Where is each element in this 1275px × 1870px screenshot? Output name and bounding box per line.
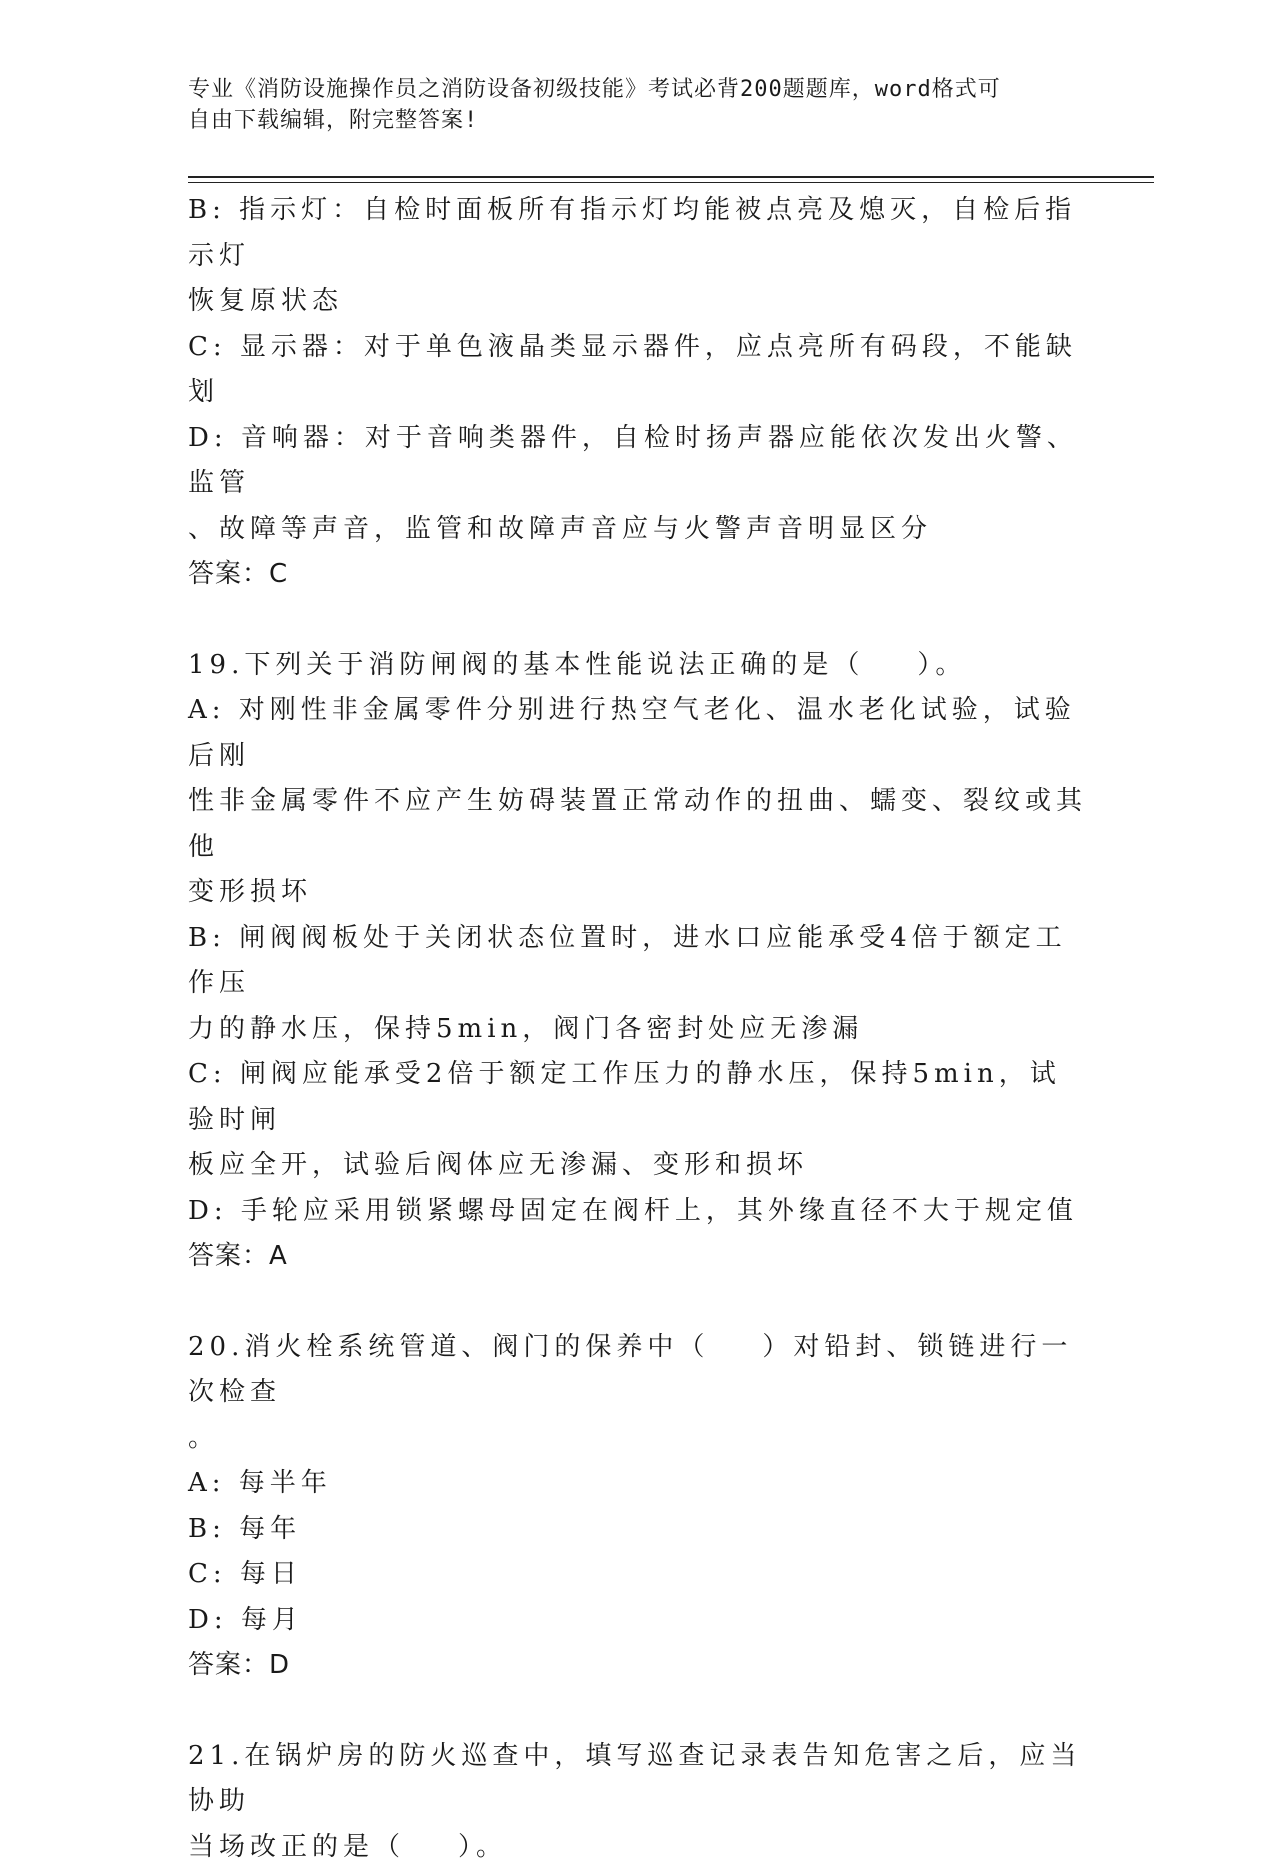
q19-option-a-line-2: 性非金属零件不应产生妨碍装置正常动作的扭曲、蠕变、裂纹或其他 [188,779,1088,870]
q20-stem-line-2: 。 [188,1416,1088,1462]
header-divider-bottom [188,182,1154,183]
q20-option-b: B: 每年 [188,1507,1088,1553]
q19-option-c-line-1: C: 闸阀应能承受2倍于额定工作压力的静水压，保持5min，试验时闸 [188,1052,1088,1143]
q19-option-a-line-3: 变形损坏 [188,870,1088,916]
q20-stem-line-1: 20.消火栓系统管道、阀门的保养中（ ）对铅封、锁链进行一次检查 [188,1325,1088,1416]
q19-option-a-line-1: A: 对刚性非金属零件分别进行热空气老化、温水老化试验，试验后刚 [188,688,1088,779]
q20-option-c: C: 每日 [188,1552,1088,1598]
document-header [188,74,1068,136]
q18-answer: 答案：C [188,552,1088,598]
q18-option-b-line-2: 恢复原状态 [188,279,1088,325]
q20-answer: 答案：D [188,1643,1088,1689]
header-title-line-1: 专业《消防设施操作员之消防设备初级技能》考试必背200题题库，word格式可 [188,74,1068,105]
q20-option-a: A: 每半年 [188,1461,1088,1507]
q19-option-d: D: 手轮应采用锁紧螺母固定在阀杆上，其外缘直径不大于规定值 [188,1189,1088,1235]
question-21-block [188,1734,1088,1870]
q18-option-d-line-2: 、故障等声音，监管和故障声音应与火警声音明显区分 [188,507,1088,553]
q19-stem: 19.下列关于消防闸阀的基本性能说法正确的是（ ）。 [188,643,1088,689]
q18-option-d-line-1: D: 音响器：对于音响类器件，自检时扬声器应能依次发出火警、监管 [188,416,1088,507]
q18-option-c: C: 显示器：对于单色液晶类显示器件，应点亮所有码段，不能缺划 [188,325,1088,416]
spacer [188,1280,1088,1325]
question-20-block [188,1325,1088,1689]
header-title-line-2: 自由下载编辑，附完整答案! [188,105,1068,136]
question-content [188,188,1088,1870]
q21-stem-line-1: 21.在锅炉房的防火巡查中，填写巡查记录表告知危害之后，应当协助 [188,1734,1088,1825]
question-18-block [188,188,1088,598]
q21-stem-line-2: 当场改正的是（ ）。 [188,1825,1088,1870]
q20-option-d: D: 每月 [188,1598,1088,1644]
spacer [188,598,1088,643]
header-divider-top [188,176,1154,178]
question-19-block [188,643,1088,1280]
q18-option-b-line-1: B: 指示灯：自检时面板所有指示灯均能被点亮及熄灭，自检后指示灯 [188,188,1088,279]
q19-answer: 答案：A [188,1234,1088,1280]
q19-option-b-line-2: 力的静水压，保持5min，阀门各密封处应无渗漏 [188,1007,1088,1053]
q19-option-b-line-1: B: 闸阀阀板处于关闭状态位置时，进水口应能承受4倍于额定工作压 [188,916,1088,1007]
spacer [188,1689,1088,1734]
q19-option-c-line-2: 板应全开，试验后阀体应无渗漏、变形和损坏 [188,1143,1088,1189]
